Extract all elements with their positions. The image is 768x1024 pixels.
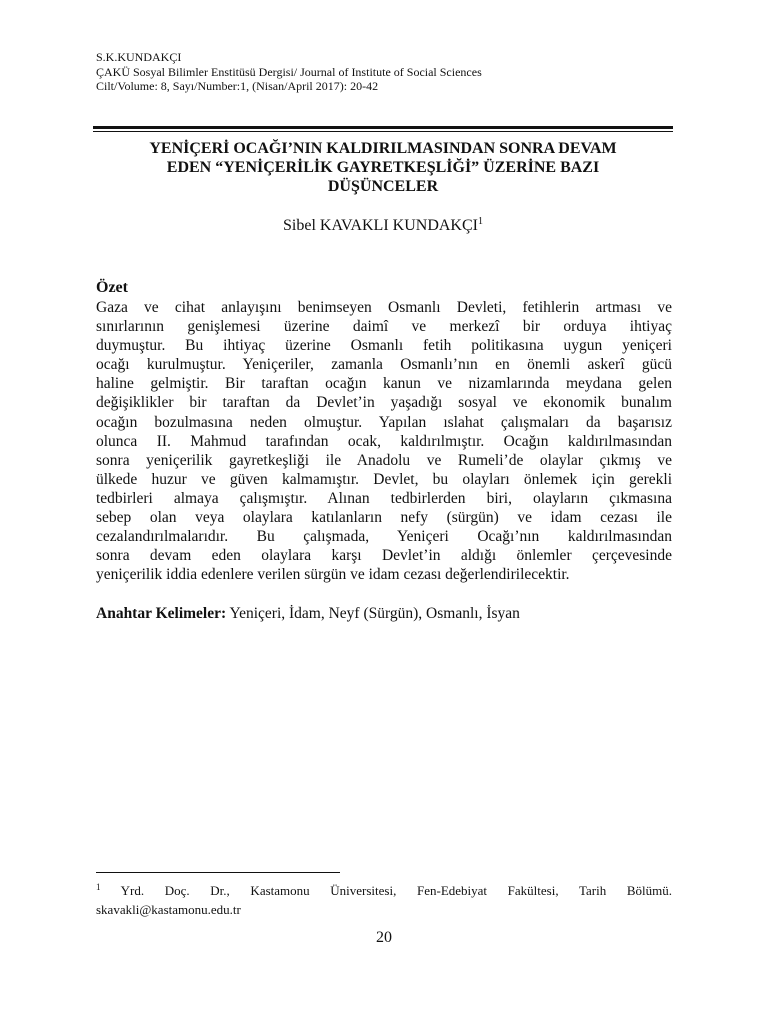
abstract-body <box>96 298 672 584</box>
footnote-affiliation: Yrd. Doç. Dr., Kastamonu Üniversitesi, Fen-Edebiyat Fakültesi, Tarih Bölümü. <box>120 883 672 898</box>
running-header <box>96 50 482 94</box>
title-line-3: DÜŞÜNCELER <box>327 178 439 195</box>
abstract-line: tedbirleri almaya çalışmıştır. Alınan tedbirlerden biri, olayların çıkmasına <box>96 489 672 507</box>
footnote <box>96 881 672 919</box>
header-author: S.K.KUNDAKÇI <box>96 50 182 64</box>
abstract-line: ocağı kurulmuştur. Yeniçeriler, zamanla Osmanlı’nın en önemli askerî gücü <box>96 356 672 374</box>
footnote-line-1 <box>96 881 672 900</box>
author-name: Sibel KAVAKLI KUNDAKÇI <box>283 217 478 234</box>
abstract-line: olunca II. Mahmud tarafından ocak, kaldırılmıştır. Ocağın kaldırılmasından <box>96 432 672 450</box>
abstract-line: cezalandırılmalarıdır. Bu çalışmada, Yeniçeri Ocağı’nın kaldırılmasından <box>96 528 672 546</box>
keywords <box>96 604 520 623</box>
abstract-line: haline gelmiştir. Bir taraftan ocağın kanun ve nizamlarında meydana gelen <box>96 375 672 393</box>
footnote-mark: 1 <box>96 882 101 892</box>
author-footnote-mark: 1 <box>477 216 483 227</box>
keywords-label: Anahtar Kelimeler: <box>96 605 227 622</box>
abstract-line: ülkede huzur ve güven kalmamıştır. Devlet, bu olayları önlemek için gerekli <box>96 470 672 488</box>
header-volume: Cilt/Volume: 8, Sayı/Number:1, (Nisan/April 2017): 20-42 <box>96 79 379 93</box>
title-line-2: EDEN “YENİÇERİLİK GAYRETKEŞLİĞİ” ÜZERİNE BAZI <box>166 159 600 176</box>
abstract-line: yeniçerilik iddia edenlere verilen sürgün ve idam cezası değerlendirilecektir. <box>96 566 570 584</box>
abstract-line: duymuştur. Bu ihtiyaç üzerine Osmanlı fetih politikasına uygun yeniçeri <box>96 337 672 355</box>
abstract-heading: Özet <box>96 279 128 296</box>
title-rule-thick <box>93 126 673 129</box>
footnote-separator <box>96 872 340 873</box>
author-line <box>96 216 670 236</box>
abstract-line: sebep olan veya olaylara katılanların nefy (sürgün) ve idam cezası ile <box>96 509 672 527</box>
abstract-line: ocağın bozulmasına neden olmuştur. Yapılan ıslahat çalışmaları da başarısız <box>96 413 672 431</box>
abstract-line: sınırlarının genişlemesi üzerine daimî ve merkezî bir orduya ihtiyaç <box>96 318 672 336</box>
keywords-text: Yeniçeri, İdam, Neyf (Sürgün), Osmanlı, İsyan <box>229 605 520 622</box>
abstract-line: Gaza ve cihat anlayışını benimseyen Osmanlı Devleti, fetihlerin artması ve <box>96 299 672 316</box>
footnote-email: skavakli@kastamonu.edu.tr <box>96 902 241 917</box>
abstract-line: değişiklikler bir taraftan da Devlet’in yaşadığı sosyal ve ekonomik bunalım <box>96 394 672 412</box>
article-title <box>96 139 670 196</box>
abstract-line: sonra devam eden olaylara karşı Devlet’in aldığı önlemler çerçevesinde <box>96 547 672 565</box>
title-line-1: YENİÇERİ OCAĞI’NIN KALDIRILMASINDAN SONRA DEVAM <box>149 140 617 157</box>
abstract-line: sonra yeniçerilik gayretkeşliği ile Anadolu ve Rumeli’de olaylar çıkmış ve <box>96 451 672 469</box>
title-rule-thin <box>93 131 673 132</box>
page-number: 20 <box>376 929 392 946</box>
header-journal: ÇAKÜ Sosyal Bilimler Enstitüsü Dergisi/ Journal of Institute of Social Sciences <box>96 64 482 79</box>
